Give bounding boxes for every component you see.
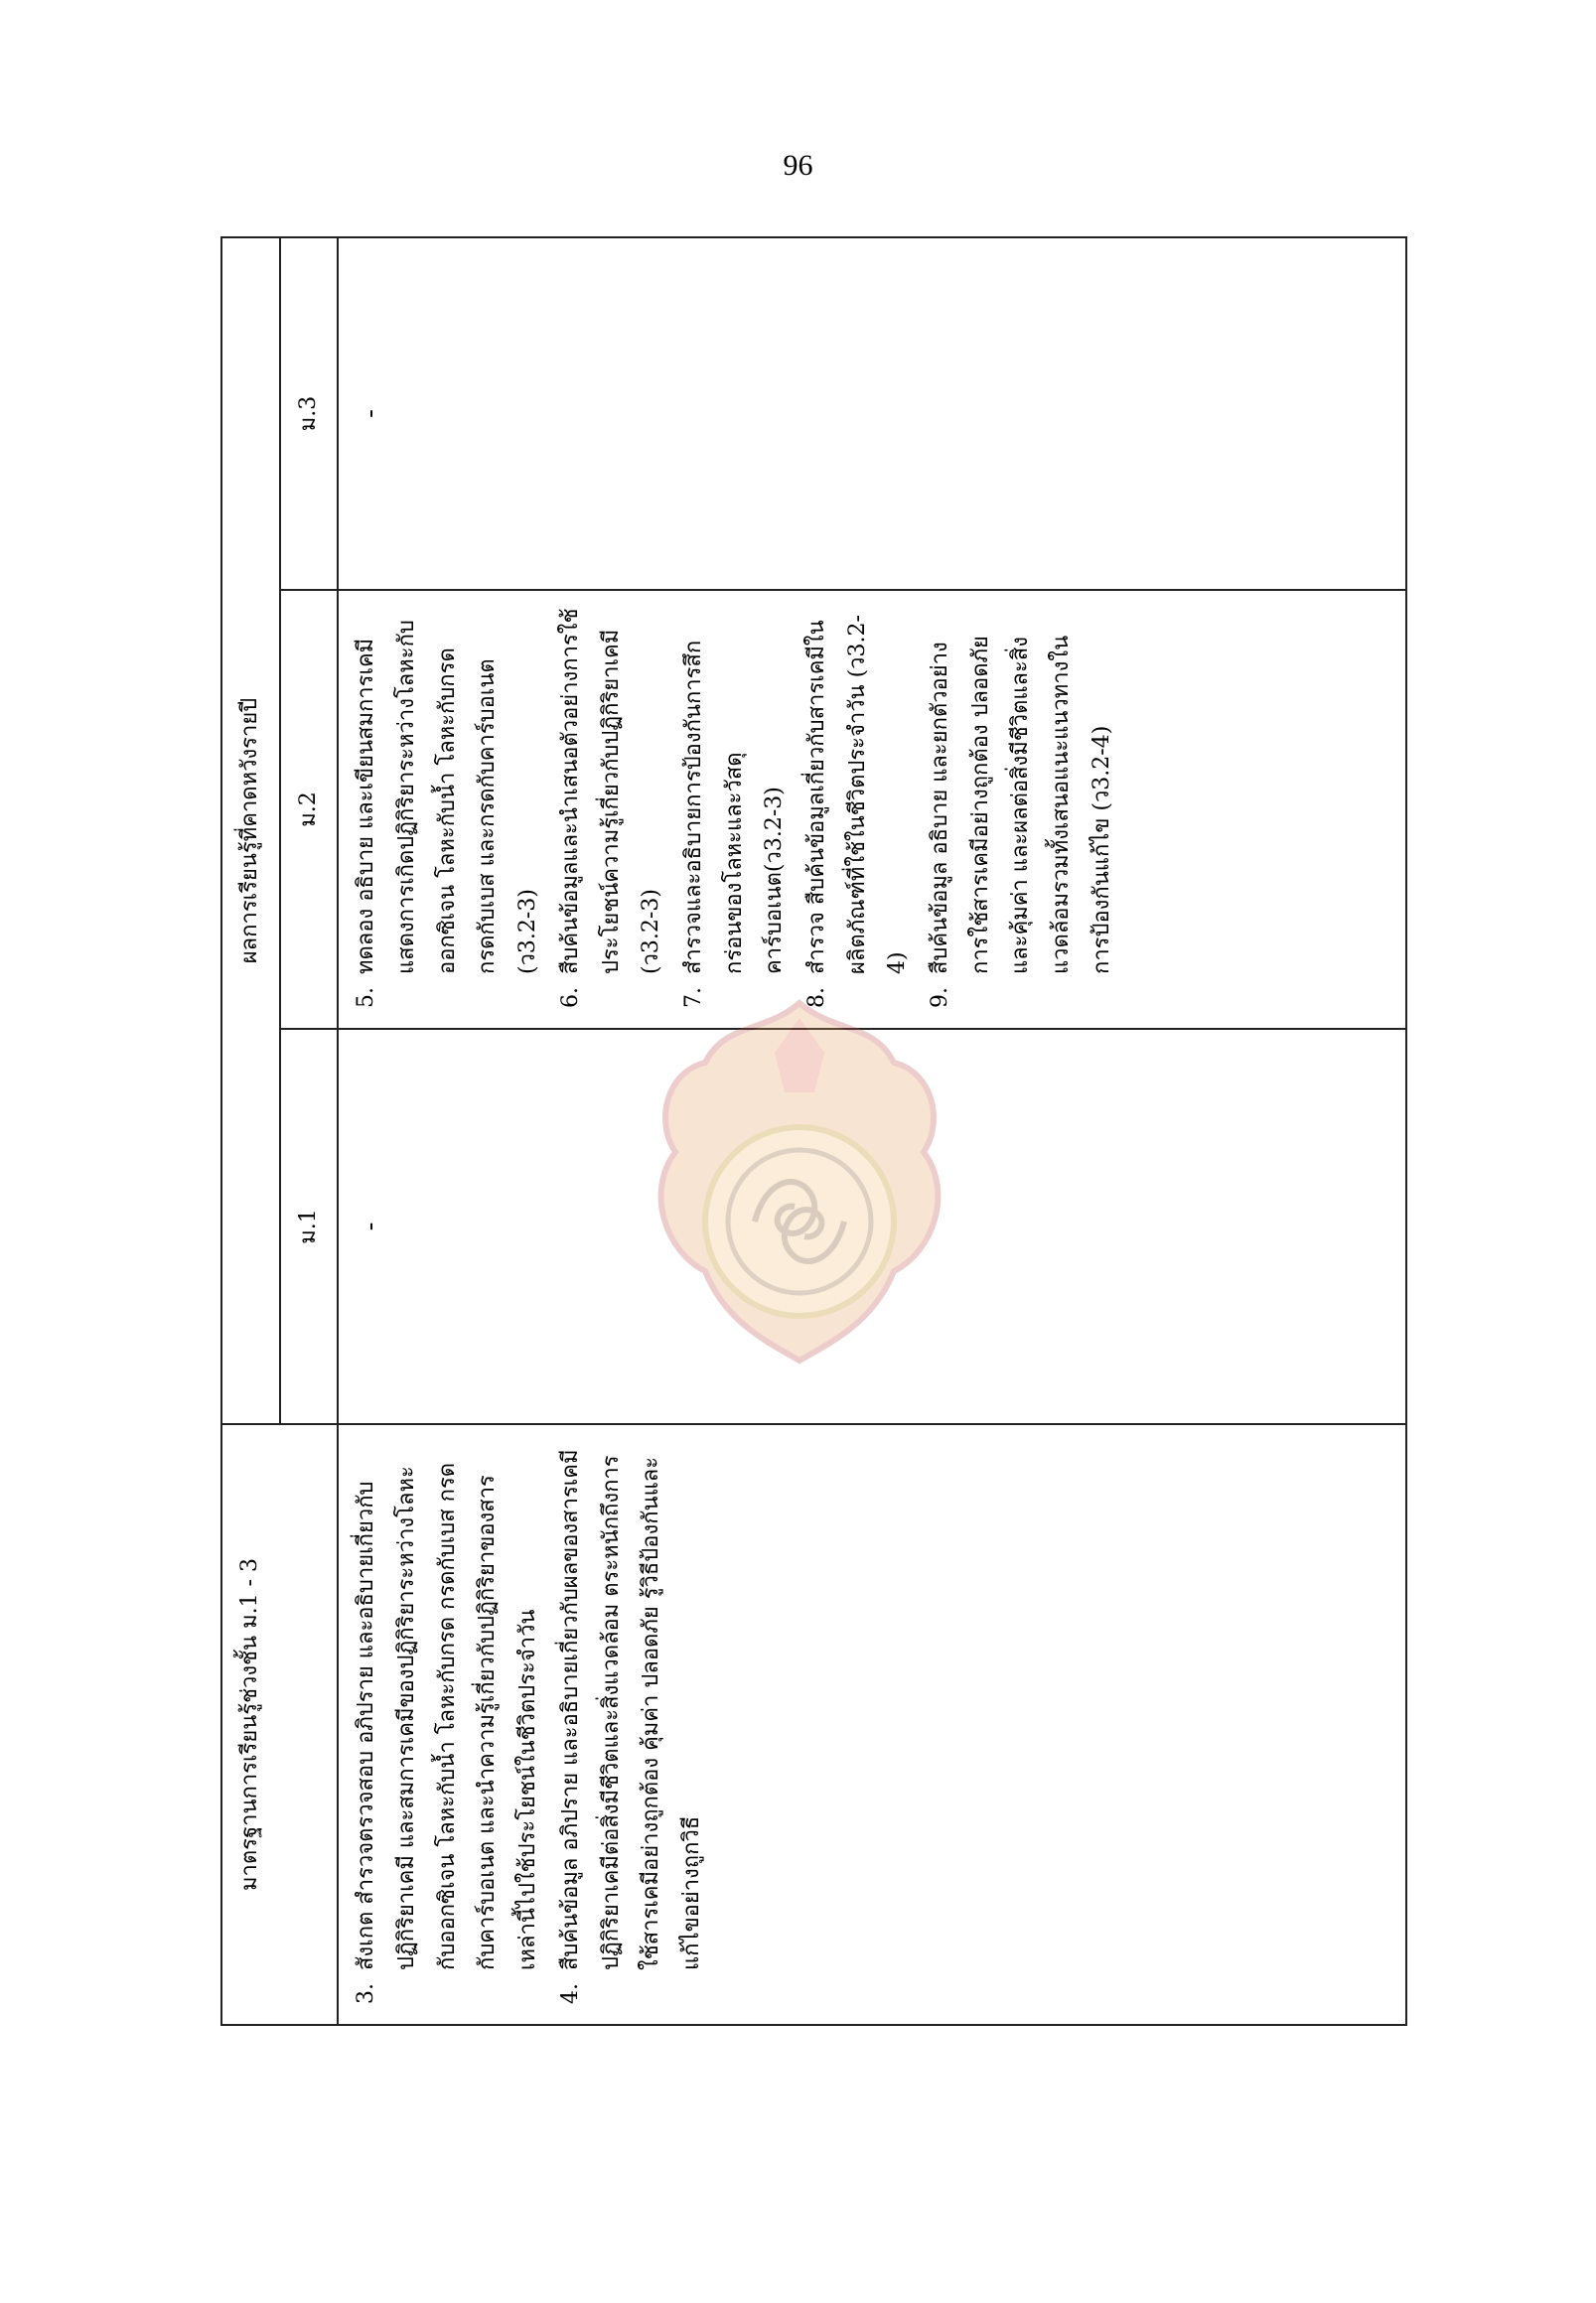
curriculum-table-rotated — [220, 238, 1407, 2026]
m2-cell — [338, 590, 1406, 1029]
outcomes-header: ผลการเรียนรู้ที่คาดหวังรายปี — [221, 237, 280, 1424]
m2-list — [347, 605, 1122, 1014]
m2-item-6: 6. สืบค้นข้อมูลและนำเสนอตัวอย่างการใช้ประโยชน์ความรู้เกี่ยวกับปฏิกิริยาเคมี (ว3.2-3) — [551, 605, 672, 980]
grade-m2-header: ม.2 — [280, 590, 339, 1029]
m2-item-7: 7. สำรวจและอธิบายการป้องกันการสึกกร่อนของโลหะและวัสดุคาร์บอเนต(ว3.2-3) — [674, 605, 796, 980]
grade-m1-header: ม.1 — [280, 1029, 339, 1424]
m2-item-9: 9. สืบค้นข้อมูล อธิบาย และยกตัวอย่างการใช้สารเคมีอย่างถูกต้อง ปลอดภัยและคุ้มค่า และผลต่อสิ่งมีชีวิตและสิ่งแวดล้อมรวมทั้งเสนอแนะแนวทางในการป้องกันแก้ไข (ว3.2-4) — [921, 605, 1122, 980]
m3-cell: - — [338, 237, 1406, 590]
standard-header: มาตรฐานการเรียนรู้ช่วงชั้น ม.1 - 3 — [221, 1424, 338, 2025]
standard-item-3: 3. สังเกต สำรวจตรวจสอบ อภิปราย และอธิบายเกี่ยวกับปฏิกิริยาเคมี และสมการเคมีของปฏิกิริยาระหว่างโลหะกับออกซิเจน โลหะกับน้ำ โลหะกับกรด กรดกับเบส กรดกับคาร์บอเนต และนำความรู้เกี่ยวกับปฏิกิริยาของสารเหล่านี้ไปใช้ประโยชน์ในชีวิตประจำวัน — [347, 1439, 548, 1976]
m1-cell: - — [338, 1029, 1406, 1424]
standard-list — [347, 1439, 712, 2010]
standard-cell — [338, 1424, 1406, 2025]
standard-item-4: 4. สืบค้นข้อมูล อภิปราย และอธิบายเกี่ยวกับผลของสารเคมี ปฏิกิริยาเคมีต่อสิ่งมีชีวิตและสิ่งแวดล้อม ตระหนักถึงการใช้สารเคมีอย่างถูกต้อง คุ้มค่า ปลอดภัย รู้วิธีป้องกันและแก้ไขอย่างถูกวิธี — [551, 1439, 713, 1976]
curriculum-table — [220, 236, 1407, 2026]
grade-m3-header: ม.3 — [280, 237, 339, 590]
m2-item-8: 8. สำรวจ สืบค้นข้อมูลเกี่ยวกับสารเคมีในผลิตภัณฑ์ที่ใช้ในชีวิตประจำวัน (ว3.2-4) — [798, 605, 919, 980]
page-number: 96 — [783, 149, 813, 182]
m2-item-5: 5. ทดลอง อธิบาย และเขียนสมการเคมีแสดงการเกิดปฏิกิริยาระหว่างโลหะกับออกซิเจน โลหะกับน้ำ โลหะกับกรด กรดกับเบส และกรดกับคาร์บอเนต (ว3.2-3) — [347, 605, 548, 980]
